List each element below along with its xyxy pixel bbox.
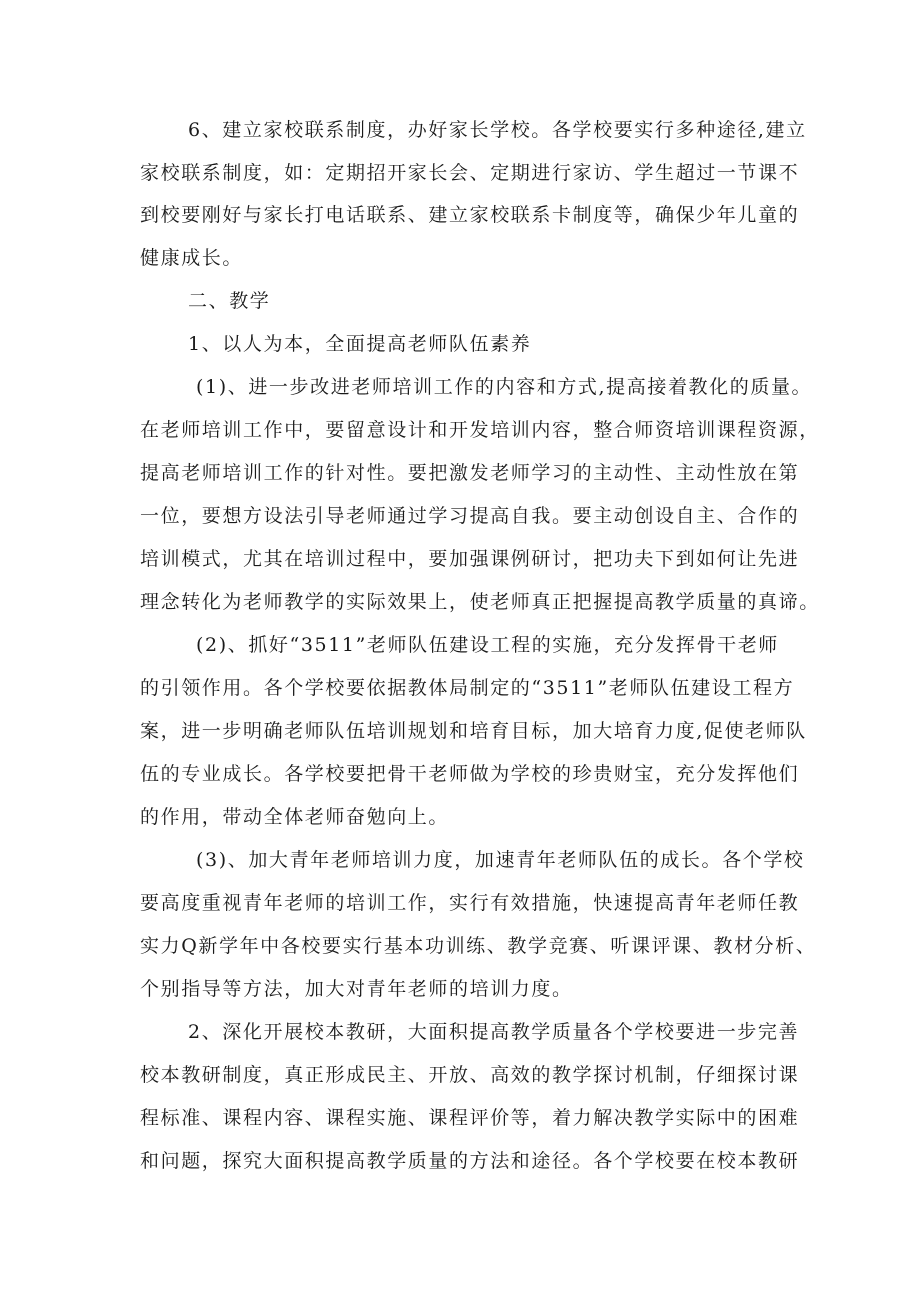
item-1-line-1: (1)、进一步改进老师培训工作的内容和方式,提高接着教化的质量。 bbox=[196, 376, 813, 398]
item-2-line-1: (2)、抓好“3511”老师队伍建设工程的实施，充分发挥骨干老师 bbox=[196, 634, 779, 656]
item-2-line-3: 案，进一步明确老师队伍培训规划和培育目标，加大培育力度,促使老师队 bbox=[140, 720, 807, 742]
subheading-2-line-2: 校本教研制度，真正形成民主、开放、高效的教学探讨机制，仔细探讨课 bbox=[140, 1064, 800, 1086]
item-1-line-3: 提高老师培训工作的针对性。要把激发老师学习的主动性、主动性放在第 bbox=[140, 462, 800, 484]
item-3-line-4: 个别指导等方法，加大对青年老师的培训力度。 bbox=[140, 978, 573, 1000]
paragraph-6-line-2: 家校联系制度，如：定期招开家长会、定期进行家访、学生超过一节课不 bbox=[140, 162, 800, 184]
paragraph-6-line-3: 到校要刚好与家长打电话联系、建立家校联系卡制度等，确保少年儿童的 bbox=[140, 204, 800, 226]
paragraph-6-line-1: 6、建立家校联系制度，办好家长学校。各学校要实行多种途径,建立 bbox=[188, 119, 807, 141]
item-1-line-5: 培训模式，尤其在培训过程中，要加强课例研讨，把功夫下到如何让先进 bbox=[140, 548, 800, 570]
subheading-2-line-4: 和问题，探究大面积提高教学质量的方法和途径。各个学校要在校本教研 bbox=[140, 1150, 800, 1172]
item-2-line-5: 的作用，带动全体老师奋勉向上。 bbox=[140, 806, 450, 828]
item-2-line-2: 的引领作用。各个学校要依据教体局制定的“3511”老师队伍建设工程方 bbox=[140, 677, 795, 699]
subheading-2-line-3: 程标准、课程内容、课程实施、课程评价等，着力解决教学实际中的困难 bbox=[140, 1107, 800, 1129]
item-3-line-2: 要高度重视青年老师的培训工作，实行有效措施，快速提高青年老师任教 bbox=[140, 892, 800, 914]
item-1-line-6: 理念转化为老师教学的实际效果上，使老师真正把握提高教学质量的真谛。 bbox=[140, 591, 820, 613]
subheading-2-line-1: 2、深化开展校本教研，大面积提高教学质量各个学校要进一步完善 bbox=[188, 1021, 800, 1043]
item-2-line-4: 伍的专业成长。各学校要把骨干老师做为学校的珍贵财宝，充分发挥他们 bbox=[140, 763, 800, 785]
item-3-line-1: (3)、加大青年老师培训力度，加速青年老师队伍的成长。各个学校 bbox=[196, 849, 805, 871]
item-3-line-3: 实力Q新学年中各校要实行基本功训练、教学竞赛、听课评课、教材分析、 bbox=[140, 935, 817, 957]
item-1-line-4: 一位，要想方设法引导老师通过学习提高自我。要主动创设自主、合作的 bbox=[140, 505, 800, 527]
section-heading-teaching: 二、教学 bbox=[188, 290, 271, 312]
subheading-1: 1、以人为本，全面提高老师队伍素养 bbox=[188, 333, 532, 355]
paragraph-6-line-4: 健康成长。 bbox=[140, 247, 244, 269]
item-1-line-2: 在老师培训工作中，要留意设计和开发培训内容，整合师资培训课程资源， bbox=[140, 419, 820, 441]
